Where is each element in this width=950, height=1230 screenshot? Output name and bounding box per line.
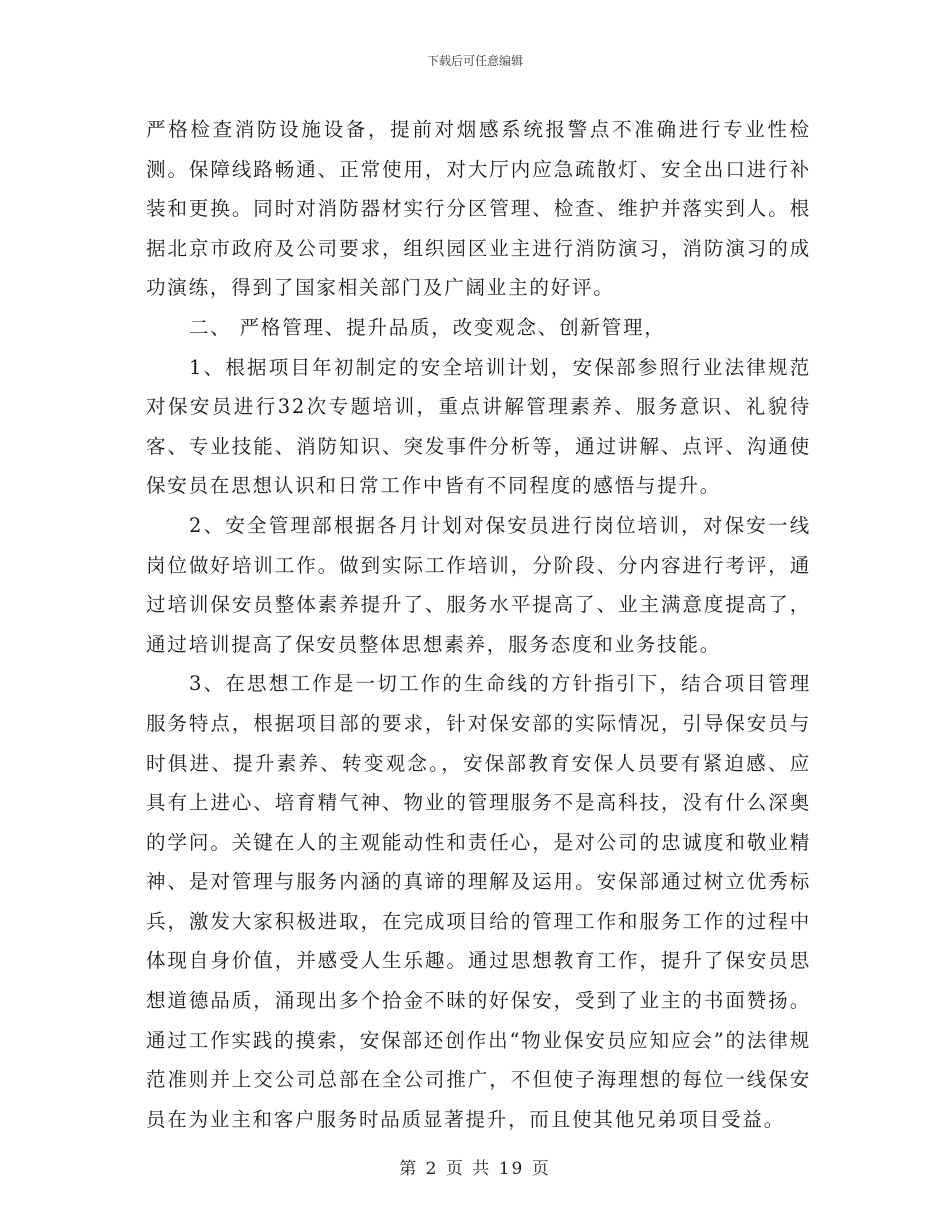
section-heading-2: 二、 严格管理、提升品质，改变观念、创新管理， <box>189 315 666 339</box>
page-footer: 第 2 页 共 19 页 <box>399 1159 551 1179</box>
paragraph-item-2: 2、安全管理部根据各月计划对保安员进行岗位培训，对保安一线岗位做好培训工作。做到实际工作培训，分阶段、分内容进行考评，通过培训保安员整体素养提升了、服务水平提高了、业主满意度提高了，通过培训提高了保安员整体思想素养，服务态度和业务技能。 <box>146 513 811 656</box>
page-header: 下载后可任意编辑 <box>426 54 523 68</box>
document-body <box>146 110 811 1139</box>
paragraph-item-1: 1、根据项目年初制定的安全培训计划，安保部参照行业法律规范对保安员进行32次专题培训，重点讲解管理素养、服务意识、礼貌待客、专业技能、消防知识、突发事件分析等，通过讲解、点评、沟通使保安员在思想认识和日常工作中皆有不同程度的感悟与提升。 <box>146 355 811 498</box>
paragraph-fire-safety: 严格检查消防设施设备，提前对烟感系统报警点不准确进行专业性检测。保障线路畅通、正常使用，对大厅内应急疏散灯、安全出口进行补装和更换。同时对消防器材实行分区管理、检查、维护并落实到人。根据北京市政府及公司要求，组织园区业主进行消防演习，消防演习的成功演练，得到了国家相关部门及广阔业主的好评。 <box>146 118 811 300</box>
paragraph-item-3: 3、在思想工作是一切工作的生命线的方针指引下，结合项目管理服务特点，根据项目部的要求，针对保安部的实际情况，引导保安员与时俱进、提升素养、转变观念。，安保部教育安保人员要有紧迫感、应具有上进心、培育精气神、物业的管理服务不是高科技，没有什么深奥的学问。关键在人的主观能动性和责任心，是对公司的忠诚度和敬业精神、是对管理与服务内涵的真谛的理解及运用。安保部通过树立优秀标兵，激发大家积极进取，在完成项目给的管理工作和服务工作的过程中体现自身价值，并感受人生乐趣。通过思想教育工作，提升了保安员思想道德品质，涌现出多个拾金不昧的好保安，受到了业主的书面赞扬。通过工作实践的摸索，安保部还创作出“物业保安员应知应会”的法律规范准则并上交公司总部在全公司推广，不但使子海理想的每位一线保安员在为业主和客户服务时品质显著提升，而且使其他兄弟项目受益。 <box>146 672 811 1131</box>
